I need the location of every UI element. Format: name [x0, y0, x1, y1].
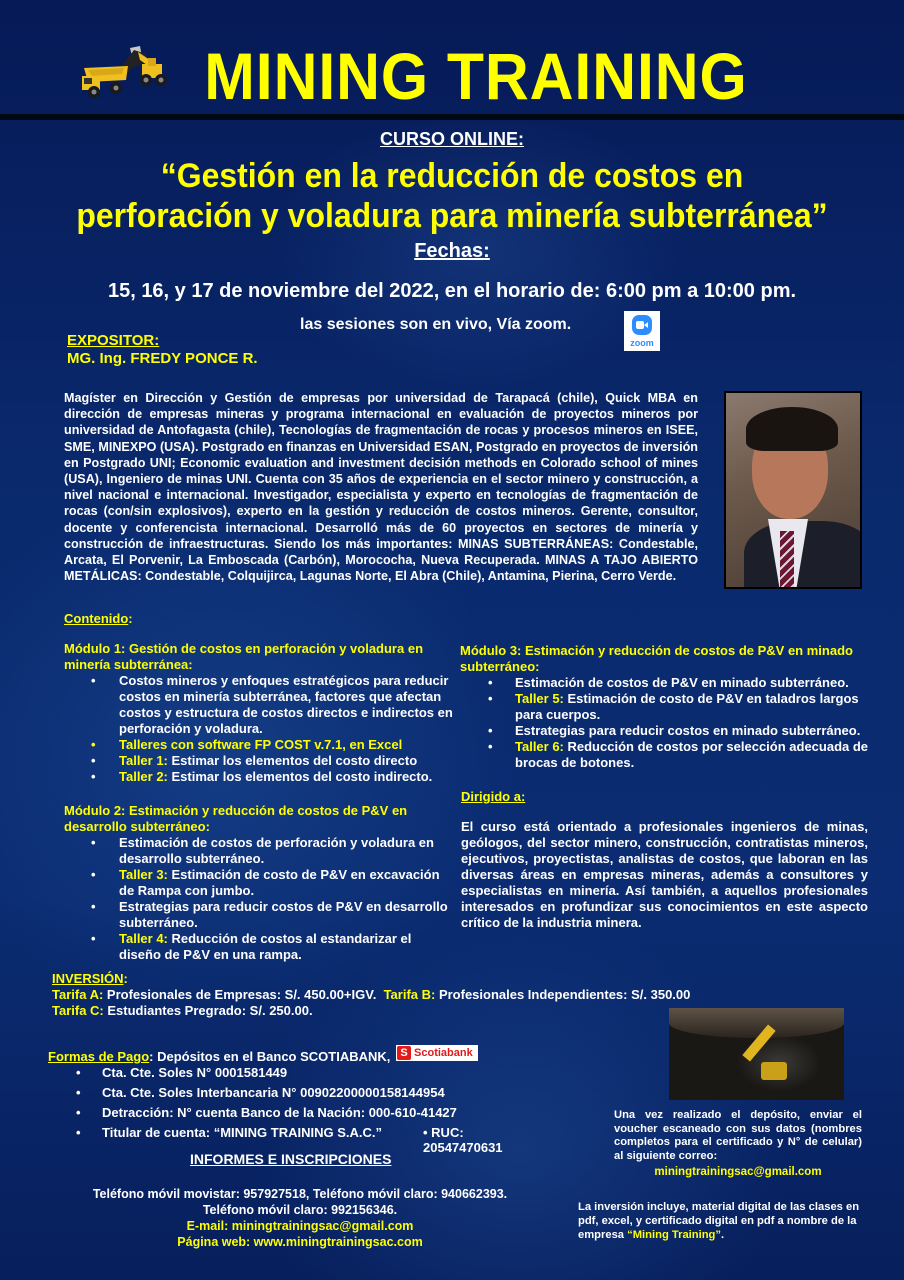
rate-c-text: Estudiantes Pregrado: S/. 250.00. [103, 1002, 313, 1018]
module-title: Módulo 1: Gestión de costos en perforación y voladura en minería subterránea: [64, 641, 424, 672]
module-title: Módulo 2: Estimación y reducción de costos de P&V en desarrollo subterráneo: [64, 803, 408, 834]
phone-line-2: Teléfono móvil claro: 992156346. [202, 1203, 398, 1217]
module-items [460, 675, 880, 771]
list-item: • Titular de cuenta: “MINING TRAINING S.A.C.” • RUC: 20547470631 [48, 1125, 457, 1145]
list-item: • Taller 3: Estimación de costo de P&V en excavación de Rampa con jumbo. [64, 867, 456, 899]
course-type-label: CURSO ONLINE: [380, 129, 524, 149]
dates-value: 15, 16, y 17 de noviembre del 2022, en el horario de: 6:00 pm a 10:00 pm. [107, 280, 797, 302]
list-item: • Costos mineros y enfoques estratégicos para reducir costos en minería subterránea, factores que afectan costos y estructura de costos directos e indirectos en perforación y voladura. [64, 673, 456, 737]
payment-label: Formas de Pago [48, 1049, 150, 1064]
contact-website[interactable]: Página web: www.miningtrainingsac.com [177, 1235, 423, 1249]
list-item: • Cta. Cte. Soles Interbancaria N° 00902200000158144954 [48, 1085, 457, 1105]
video-camera-icon [632, 315, 652, 335]
rates-row-2 [52, 1003, 690, 1019]
list-item: • Taller 4: Reducción de costos al estandarizar el diseño de P&V en una rampa. [64, 931, 456, 963]
speaker-photo [724, 391, 862, 589]
speaker-name: MG. Ing. FREDY PONCE R. [67, 350, 258, 367]
rate-c-name: Tarifa C: [52, 1002, 104, 1018]
content-heading: Contenido: [64, 611, 133, 626]
payment-list [48, 1065, 503, 1155]
zoom-icon-label: zoom [630, 338, 654, 348]
mining-truck-loader-icon [82, 44, 168, 100]
contact-info [60, 1186, 540, 1250]
list-item: • Taller 2: Estimar los elementos del costo indirecto. [64, 769, 456, 785]
module-2 [64, 803, 456, 963]
audience-text: El curso está orientado a profesionales ingenieros de minas, geólogos, del sector minero, construcción, contratistas mineros, ejecutivos, proyectistas, analistas de costos, que laboran en las diversas áreas en empresas mineras, además a consultores y especialistas en minería. Así también, a aquellos profesionales interesados en profundizar sus conocimientos en este aspecto crítico de la industria minera. [461, 819, 868, 930]
list-item: • Detracción: N° cuenta Banco de la Nación: 000-610-41427 [48, 1105, 457, 1125]
list-item: • Estrategias para reducir costos en minado subterráneo. [460, 723, 880, 739]
course-title-line2: perforación y voladura para minería subterránea” [76, 197, 828, 235]
module-items [64, 673, 456, 785]
sessions-text: las sesiones son en vivo, Vía zoom. [300, 316, 572, 333]
list-item: • Cta. Cte. Soles N° 0001581449 [48, 1065, 457, 1085]
scotiabank-logo-icon: S Scotiabank [396, 1045, 478, 1061]
rates [52, 987, 690, 1018]
speaker-bio: Magíster en Dirección y Gestión de empresas por universidad de Tarapacá (chile), Quick MBA en dirección de empresas mineras y programa internacional en evaluación de proyectos mineros por universidad de Antofagasta (chile), Tecnologías de fragmentación de rocas y procesos mineros en ISEE, SME, MINEXPO (USA). Postgrado en finanzas en Universidad ESAN, Postgrado en proyectos de inversión en Postgrado UNI; Economic evaluation and investment decisión methods en Colorado school of mines (USA), Ingeniero de minas UNI. Cuenta con 35 años de experiencia en el sector minero y construcción, a nivel nacional e internacional. Investigador, especialista y experto en tecnologías de fragmentación de rocas (con/sin explosivos), experto en la gestión y reducción de costos mineros. Gerente, consultor, docente y conferencista internacional. Desarrolló más de 60 proyectos en sectores de minería y construcción de infraestructuras. Siendo los más importantes: MINAS SUBTERRÁNEAS: Condestable, Arcata, El Porvenir, La Emboscada (Carbón), Morococha, Nueva Recuperada. MINAS A TAJO ABIERTO METÁLICAS: Condestable, Colquijirca, Lagunas Norte, El Abra (Chile), Antamina, Pierina, Cerro Verde. [64, 391, 698, 584]
rate-b-name: Tarifa B: [383, 987, 436, 1002]
voucher-instructions: Una vez realizado el depósito, enviar el voucher escaneado con sus datos (nombres completos para el certificado y N° de celular) al siguiente correo: [614, 1109, 862, 1162]
list-item: • Taller 5: Estimación de costo de P&V en taladros largos para cuerpos. [460, 691, 880, 723]
content-label: Contenido [64, 611, 129, 626]
investment-includes: La inversión incluye, material digital de las clases en pdf, excel, y certificado digital en pdf a nombre de la empresa “Mining Training”. [578, 1201, 860, 1241]
payment-intro: : Depósitos en el Banco SCOTIABANK, [149, 1049, 391, 1064]
brand-name: “Mining Training” [627, 1228, 721, 1241]
module-items [64, 835, 456, 963]
rate-a-name: Tarifa A: [52, 987, 104, 1002]
list-item: • Estrategias para reducir costos de P&V en desarrollo subterráneo. [64, 899, 456, 931]
module-title: Módulo 3: Estimación y reducción de costos de P&V en minado subterráneo: [460, 643, 853, 674]
course-title [27, 156, 877, 236]
list-item: • Estimación de costos de P&V en minado subterráneo. [460, 675, 880, 691]
investment-label: INVERSIÓN: [52, 971, 128, 986]
contact-email[interactable]: E-mail: miningtrainingsac@gmail.com [186, 1219, 414, 1233]
module-3 [460, 643, 880, 771]
rates-row-1 [52, 987, 690, 1003]
dates-label: Fechas: [414, 240, 490, 262]
phone-line-1: Teléfono móvil movistar: 957927518, Teléfono móvil claro: 940662393. [92, 1187, 508, 1201]
module-1 [64, 641, 456, 785]
voucher-email[interactable]: miningtrainingsac@gmail.com [654, 1166, 822, 1178]
rate-b-text: Profesionales Independientes: S/. 350.00 [435, 987, 691, 1002]
zoom-icon [624, 311, 660, 351]
rate-a-text: Profesionales de Empresas: S/. 450.00+IGV. [103, 987, 377, 1002]
audience-label: Dirigido a: [461, 789, 526, 804]
list-item: • Estimación de costos de perforación y voladura en desarrollo subterráneo. [64, 835, 456, 867]
underground-mine-photo [669, 1008, 844, 1100]
ruc-value: • RUC: 20547470631 [423, 1125, 503, 1155]
contact-label: INFORMES E INSCRIPCIONES [190, 1151, 392, 1167]
header-divider [0, 114, 904, 120]
list-item: • Talleres con software FP COST v.7.1, en Excel [64, 737, 456, 753]
list-item: • Taller 6: Reducción de costos por selección adecuada de brocas de botones. [460, 739, 880, 771]
speaker-label: EXPOSITOR: [67, 332, 160, 349]
main-title: MINING TRAINING [204, 39, 748, 113]
payment-heading [48, 1049, 478, 1064]
course-title-line1: “Gestión en la reducción de costos en [160, 157, 744, 195]
list-item: • Taller 1: Estimar los elementos del costo directo [64, 753, 456, 769]
